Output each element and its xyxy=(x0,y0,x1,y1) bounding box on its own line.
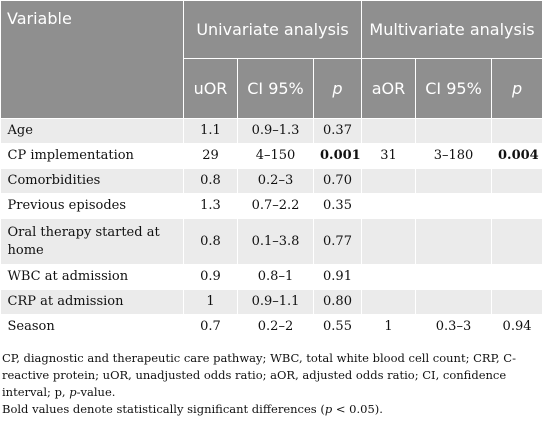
cell-aor xyxy=(362,119,416,144)
cell-ci-multivariate xyxy=(416,290,492,315)
cell-ci-multivariate xyxy=(416,194,492,219)
cell-p-multivariate xyxy=(492,290,542,315)
cell-uor: 0.8 xyxy=(184,219,238,265)
table-row xyxy=(1,219,542,265)
cell-p-multivariate xyxy=(492,219,542,265)
header-p-multivariate: p xyxy=(492,59,542,119)
header-multivariate: Multivariate analysis xyxy=(362,1,542,59)
table-header xyxy=(1,1,542,119)
cell-p-univariate: 0.77 xyxy=(314,219,362,265)
cell-uor: 0.9 xyxy=(184,265,238,290)
cell-p-multivariate xyxy=(492,169,542,194)
cell-p-multivariate xyxy=(492,119,542,144)
cell-p-multivariate: 0.004 xyxy=(492,144,542,169)
cell-variable: WBC at admission xyxy=(1,265,184,290)
footnote-abbreviations-text: CP, diagnostic and therapeutic care pathway; WBC, total white blood cell count; CRP, C-reactive protein; uOR, unadjusted odds ratio; aOR, adjusted odds ratio; CI, confidence interval; p, xyxy=(2,351,516,399)
table-row xyxy=(1,119,542,144)
cell-aor xyxy=(362,194,416,219)
cell-ci-univariate: 0.2–3 xyxy=(238,169,314,194)
cell-variable: CRP at admission xyxy=(1,290,184,315)
footnote-bold-values xyxy=(2,401,538,418)
cell-ci-univariate: 0.7–2.2 xyxy=(238,194,314,219)
cell-ci-multivariate: 0.3–3 xyxy=(416,315,492,340)
cell-p-univariate: 0.91 xyxy=(314,265,362,290)
cell-uor: 0.8 xyxy=(184,169,238,194)
table-row xyxy=(1,169,542,194)
table-row xyxy=(1,290,542,315)
footnote-abbreviations xyxy=(2,350,538,401)
table-row xyxy=(1,315,542,340)
header-ci-univariate: CI 95% xyxy=(238,59,314,119)
cell-p-multivariate: 0.94 xyxy=(492,315,542,340)
cell-p-multivariate xyxy=(492,265,542,290)
cell-p-multivariate xyxy=(492,194,542,219)
footnote-p-symbol: p xyxy=(69,385,77,399)
cell-variable: Oral therapy started at home xyxy=(1,219,184,265)
footnote-bold-text: Bold values denote statistically significant differences ( xyxy=(2,402,325,416)
cell-ci-univariate: 4–150 xyxy=(238,144,314,169)
cell-ci-multivariate: 3–180 xyxy=(416,144,492,169)
cell-p-univariate: 0.37 xyxy=(314,119,362,144)
table-row xyxy=(1,144,542,169)
footnote-abbreviations-end: -value. xyxy=(76,385,116,399)
cell-ci-univariate: 0.9–1.1 xyxy=(238,290,314,315)
cell-uor: 1.3 xyxy=(184,194,238,219)
cell-aor xyxy=(362,169,416,194)
cell-uor: 29 xyxy=(184,144,238,169)
cell-ci-univariate: 0.2–2 xyxy=(238,315,314,340)
cell-variable: CP implementation xyxy=(1,144,184,169)
cell-p-univariate: 0.55 xyxy=(314,315,362,340)
cell-p-univariate: 0.80 xyxy=(314,290,362,315)
header-aor: aOR xyxy=(362,59,416,119)
cell-ci-univariate: 0.1–3.8 xyxy=(238,219,314,265)
cell-ci-multivariate xyxy=(416,265,492,290)
cell-ci-multivariate xyxy=(416,169,492,194)
cell-uor: 1 xyxy=(184,290,238,315)
table-row xyxy=(1,265,542,290)
cell-ci-univariate: 0.8–1 xyxy=(238,265,314,290)
cell-aor: 1 xyxy=(362,315,416,340)
cell-p-univariate: 0.35 xyxy=(314,194,362,219)
cell-uor: 0.7 xyxy=(184,315,238,340)
header-ci-multivariate: CI 95% xyxy=(416,59,492,119)
cell-p-univariate: 0.70 xyxy=(314,169,362,194)
cell-aor xyxy=(362,290,416,315)
cell-variable: Previous episodes xyxy=(1,194,184,219)
cell-aor: 31 xyxy=(362,144,416,169)
table-row xyxy=(1,194,542,219)
header-p-univariate: p xyxy=(314,59,362,119)
header-uor: uOR xyxy=(184,59,238,119)
cell-variable: Comorbidities xyxy=(1,169,184,194)
cell-ci-univariate: 0.9–1.3 xyxy=(238,119,314,144)
cell-aor xyxy=(362,265,416,290)
header-variable: Variable xyxy=(1,1,184,119)
cell-uor: 1.1 xyxy=(184,119,238,144)
footnote-bold-end: < 0.05). xyxy=(332,402,383,416)
table-body xyxy=(1,119,542,340)
cell-ci-multivariate xyxy=(416,119,492,144)
cell-p-univariate: 0.001 xyxy=(314,144,362,169)
cell-variable: Season xyxy=(1,315,184,340)
footnote-bold-p-symbol: p xyxy=(324,402,333,416)
table-footnotes xyxy=(2,350,538,418)
header-univariate: Univariate analysis xyxy=(184,1,362,59)
cell-ci-multivariate xyxy=(416,219,492,265)
cell-variable: Age xyxy=(1,119,184,144)
cell-aor xyxy=(362,219,416,265)
